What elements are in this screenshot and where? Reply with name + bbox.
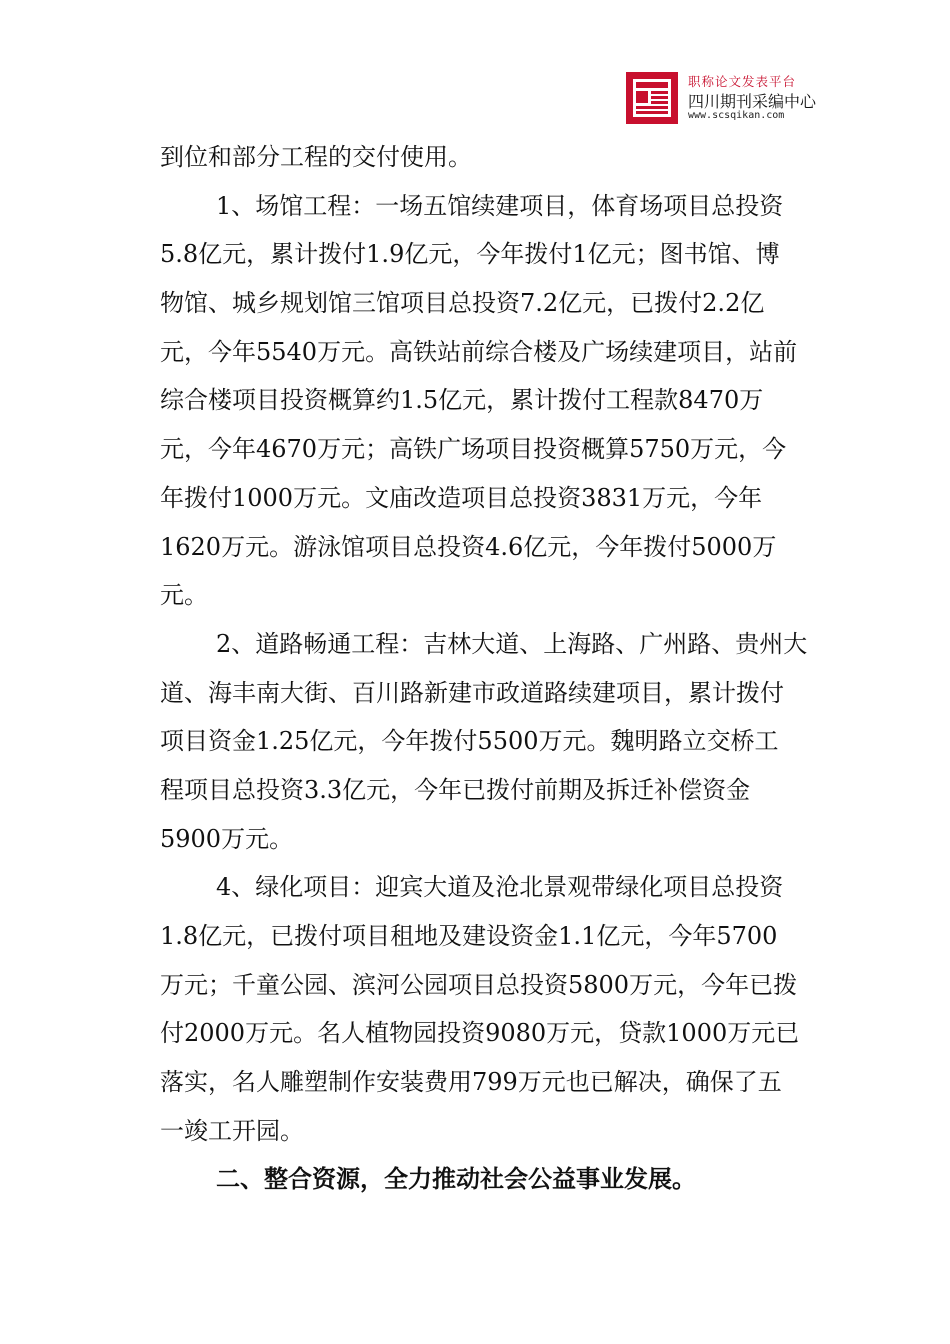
text-line: 物馆、城乡规划馆三馆项目总投资7.2亿元，已拨付2.2亿 (160, 289, 765, 318)
text-line: 4、绿化项目：迎宾大道及沧北景观带绿化项目总投资 (216, 873, 784, 902)
text-line: 道、海丰南大街、百川路新建市政道路续建项目，累计拨付 (160, 678, 784, 707)
publisher-logo (626, 72, 826, 126)
text-line: 落实，名人雕塑制作安装费用799万元也已解决，确保了五 (160, 1068, 782, 1097)
section-heading: 二、整合资源，全力推动社会公益事业发展。 (216, 1164, 696, 1194)
text-line: 程项目总投资3.3亿元，今年已拨付前期及拆迁补偿资金 (160, 775, 751, 804)
text-line: 元。 (160, 581, 208, 610)
text-line: 元，今年5540万元。高铁站前综合楼及广场续建项目，站前 (160, 337, 798, 366)
text-line: 万元；千童公园、滨河公园项目总投资5800万元，今年已拨 (160, 970, 798, 999)
text-line: 元，今年4670万元；高铁广场项目投资概算5750万元，今 (160, 435, 787, 464)
text-line: 一竣工开园。 (160, 1116, 304, 1145)
newspaper-logo-icon (626, 72, 678, 124)
text-line: 付2000万元。名人植物园投资9080万元，贷款1000万元已 (160, 1019, 800, 1048)
text-line: 1620万元。游泳馆项目总投资4.6亿元，今年拨付5000万 (160, 532, 777, 561)
text-line: 综合楼项目投资概算约1.5亿元，累计拨付工程款8470万 (160, 386, 764, 415)
logo-tagline: 职称论文发表平台 (688, 74, 797, 89)
text-line: 1.8亿元，已拨付项目租地及建设资金1.1亿元，今年5700 (160, 922, 778, 950)
text-line: 5900万元。 (160, 824, 294, 853)
document-body (160, 133, 810, 1204)
text-line: 到位和部分工程的交付使用。 (160, 143, 472, 171)
text-line: 2、道路畅通工程：吉林大道、上海路、广州路、贵州大 (216, 629, 808, 658)
text-line: 年拨付1000万元。文庙改造项目总投资3831万元，今年 (160, 483, 763, 512)
text-line: 1、场馆工程：一场五馆续建项目，体育场项目总投资 (216, 191, 784, 220)
text-line: 5.8亿元，累计拨付1.9亿元，今年拨付1亿元；图书馆、博 (160, 240, 780, 269)
text-line: 项目资金1.25亿元，今年拨付5500万元。魏明路立交桥工 (160, 727, 779, 756)
logo-url: www.scsqikan.com (688, 110, 785, 121)
logo-title: 四川期刊采编中心 (688, 92, 817, 111)
